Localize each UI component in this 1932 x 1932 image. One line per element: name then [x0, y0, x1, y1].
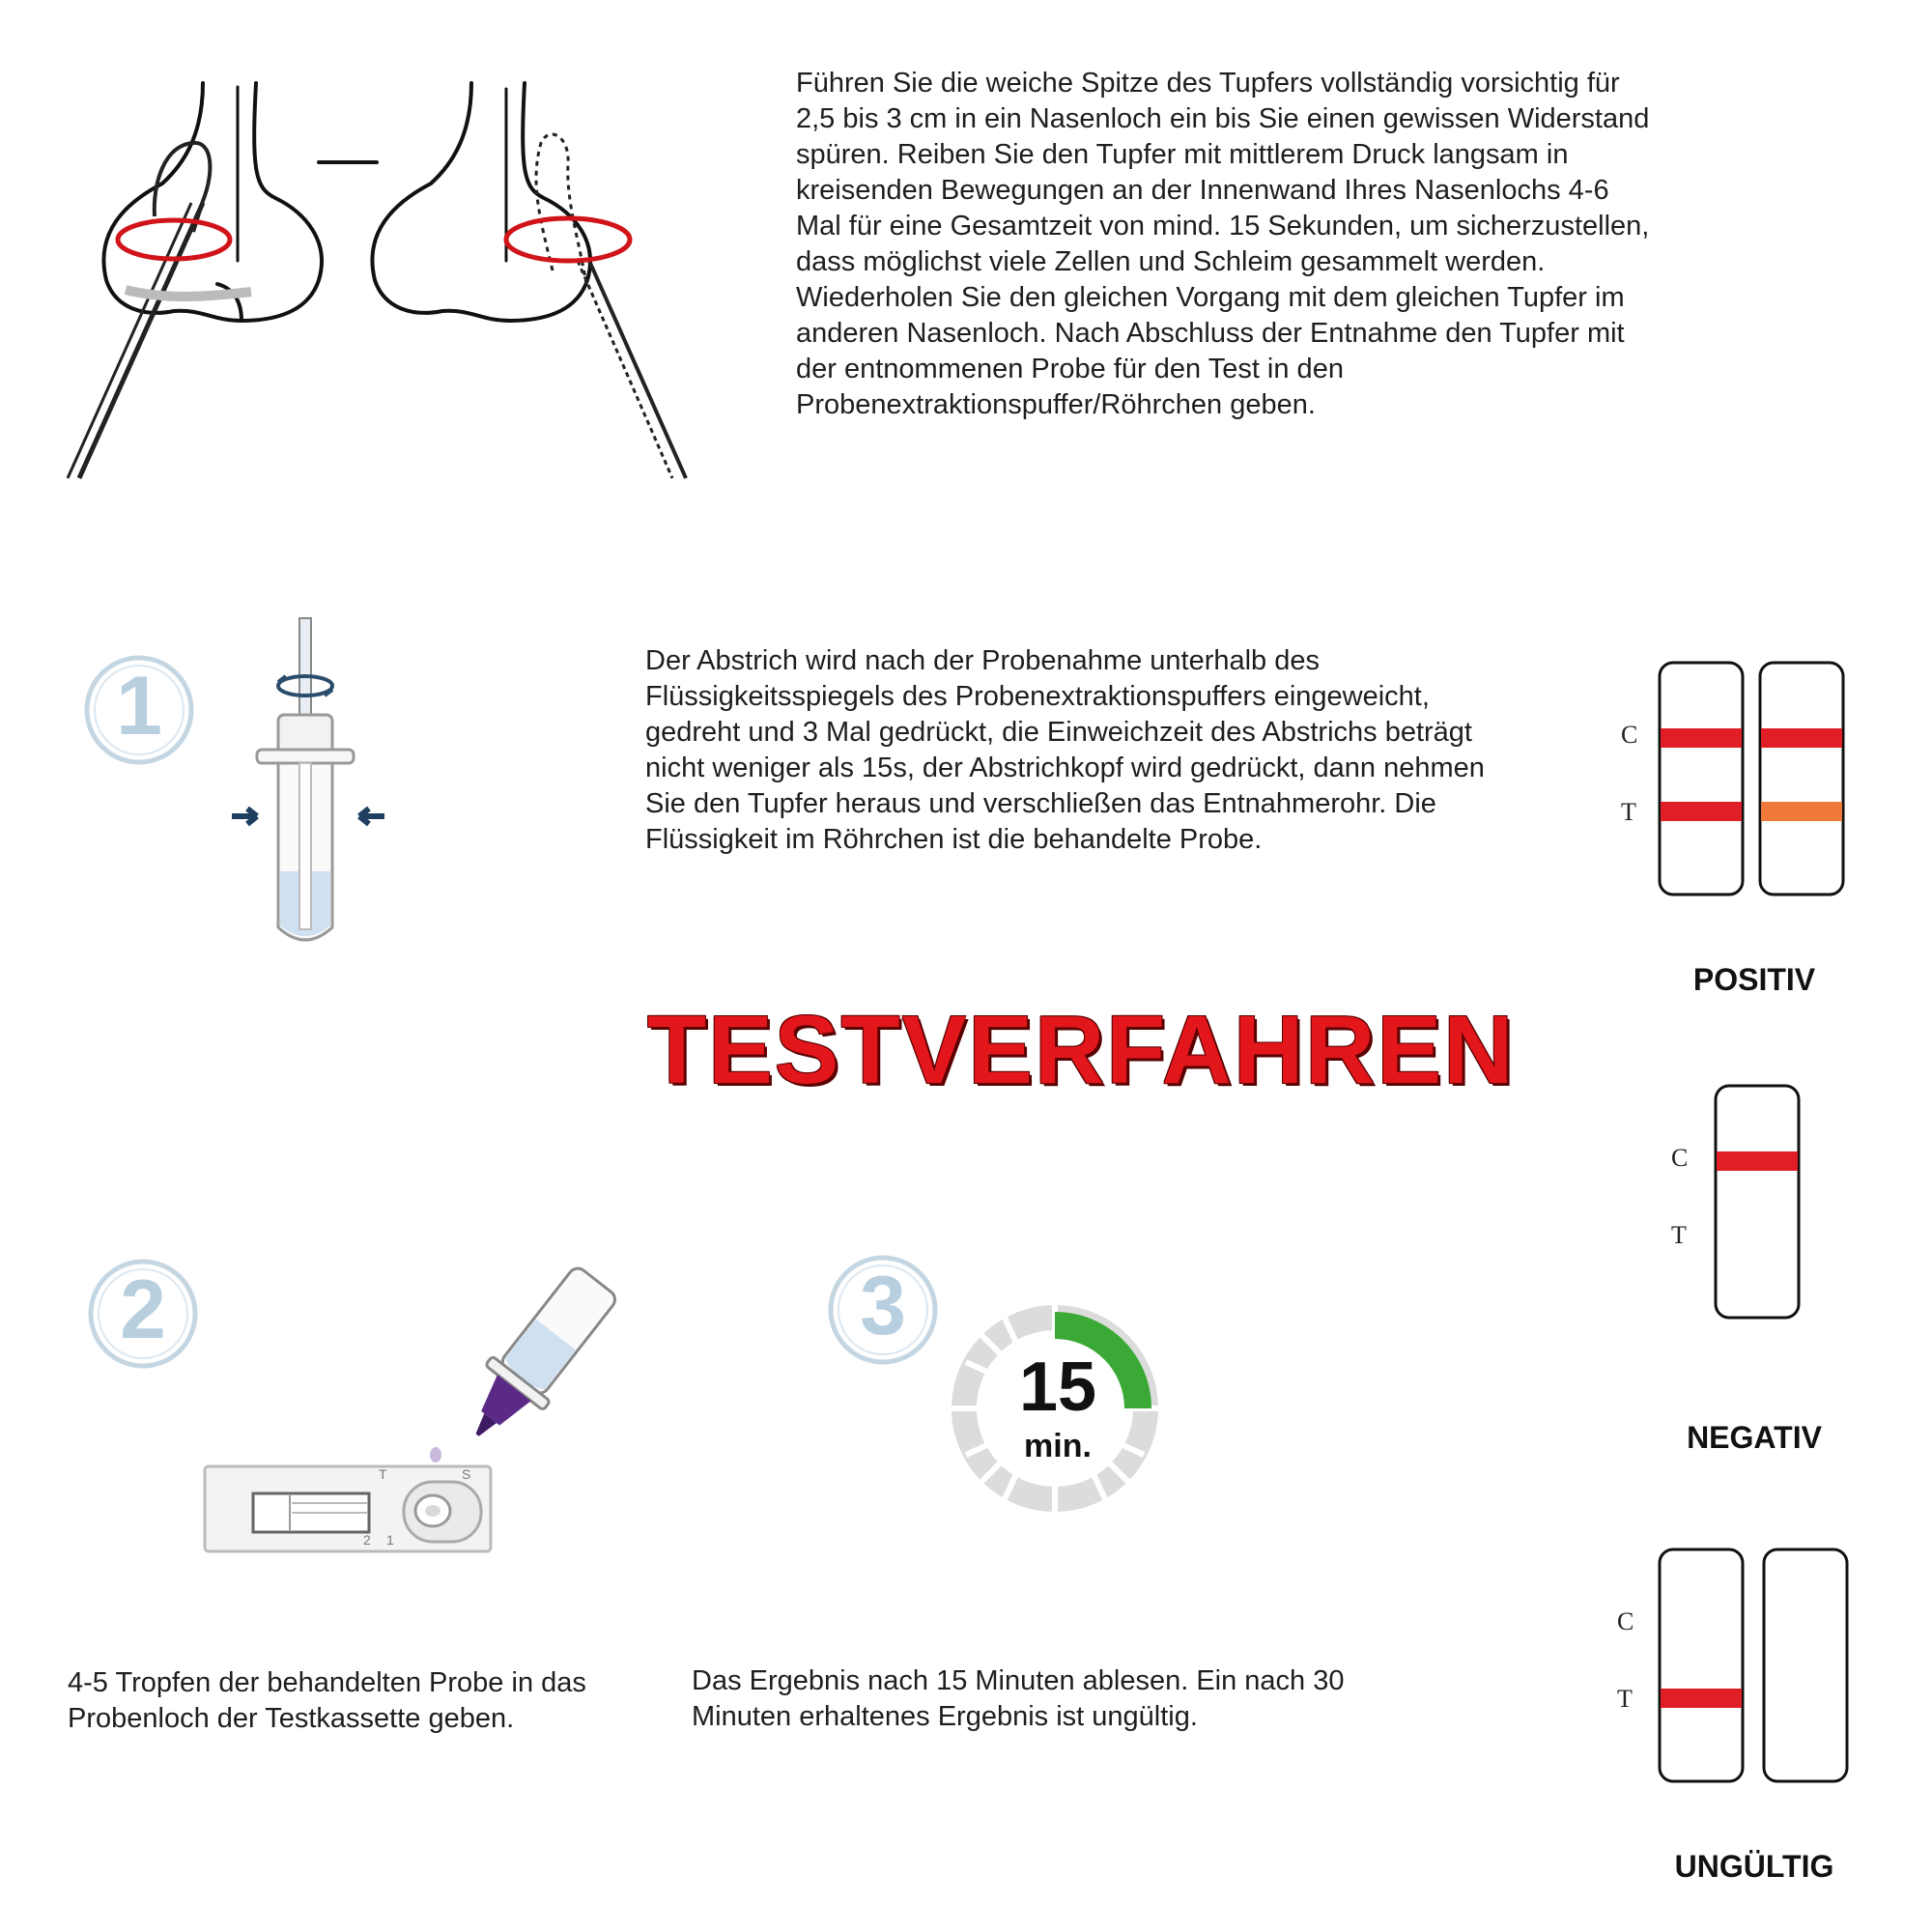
dropper-cassette-illustration	[203, 1265, 609, 1555]
invalid-strip-1-t-line	[1661, 1689, 1742, 1708]
right-nose-icon	[372, 83, 590, 321]
timer-value: 15	[1018, 1349, 1097, 1426]
right-swab-icon	[536, 134, 686, 478]
step2-instructions: 4-5 Tropfen der behandelten Probe in das Probenloch der Testkassette geben.	[68, 1667, 586, 1734]
step1-instructions: Der Abstrich wird nach der Probenahme unterhalb des Flüssigkeitsspiegels des Probenextraktionspuffers eingeweicht, gedreht und 3 Mal gedrückt, die Einweichzeit des Abstrichs beträgt nicht weniger als 15s, der Abstrichkopf wird gedrückt, dann nehmen Sie den Tupfer heraus und verschließen das Entnahmerohr. Die Flüssigkeit im Röhrchen ist die behandelte Probe.	[645, 645, 1485, 855]
step3-number: 3	[860, 1260, 906, 1352]
invalid-t-label: T	[1617, 1685, 1633, 1713]
positive-strip-1-c-line	[1661, 728, 1742, 748]
right-rotation-circle	[506, 218, 630, 261]
negative-c-line	[1717, 1151, 1798, 1171]
invalid-strip-1	[1660, 1549, 1743, 1781]
step3-instructions: Das Ergebnis nach 15 Minuten ablesen. Ein nach 30 Minuten erhaltenes Ergebnis ist ungültig.	[692, 1665, 1345, 1732]
cassette-2-label: 2	[363, 1532, 371, 1548]
positive-strip-2-c-line	[1761, 728, 1842, 748]
nose-swab-illustration	[58, 68, 696, 493]
invalid-c-label: C	[1617, 1607, 1634, 1635]
cassette-1-label: 1	[386, 1532, 394, 1548]
positive-strip-1-t-line	[1661, 802, 1742, 821]
positive-label: POSITIV	[1692, 962, 1816, 997]
left-nose-icon	[103, 83, 377, 321]
timer-unit: min.	[1024, 1428, 1092, 1464]
negative-test-strip	[1714, 1084, 1803, 1320]
dropper-icon	[448, 1259, 626, 1458]
cassette-t-label: T	[379, 1466, 387, 1482]
invalid-label: UNGÜLTIG	[1674, 1849, 1834, 1884]
test-cassette-icon	[205, 1466, 491, 1551]
positive-strip-1	[1660, 663, 1743, 895]
left-shadow	[126, 290, 251, 297]
positive-t-label: T	[1621, 798, 1636, 826]
swab-instructions: Führen Sie die weiche Spitze des Tupfers vollständig vorsichtig für 2,5 bis 3 cm in ein Nasenloch ein bis Sie einen gewissen Widerstand spüren. Reiben Sie den Tupfer mit mittlerem Druck langsam in kreisenden Bewegungen an der Innenwand Ihres Nasenlochs 4-6 Mal für eine Gesamtzeit von mind. 15 Sekunden, um sicherzustellen, dass möglichst viele Zellen und Schleim gesammelt werden. Wiederholen Sie den gleichen Vorgang mit dem gleichen Tupfer im anderen Nasenloch. Nach Abschluss der Entnahme den Tupfer mit der entnommenen Probe für den Test in den Probenextraktionspuffer/Röhrchen geben.	[796, 68, 1650, 420]
drop-icon	[430, 1447, 441, 1463]
step2-number: 2	[120, 1264, 166, 1356]
positive-strip-2-t-line	[1761, 802, 1842, 821]
positive-c-label: C	[1621, 721, 1638, 749]
page-title: TESTVERFAHREN	[647, 996, 1516, 1104]
negative-c-label: C	[1671, 1144, 1689, 1172]
negative-label: NEGATIV	[1687, 1420, 1822, 1455]
positive-test-strips	[1658, 661, 1851, 896]
step1-number: 1	[116, 660, 162, 753]
negative-t-label: T	[1671, 1221, 1687, 1249]
extraction-tube-illustration	[222, 618, 415, 956]
invalid-strip-2	[1764, 1549, 1847, 1781]
positive-strip-2	[1760, 663, 1843, 895]
invalid-test-strips	[1658, 1548, 1851, 1783]
cassette-s-label: S	[462, 1466, 471, 1482]
